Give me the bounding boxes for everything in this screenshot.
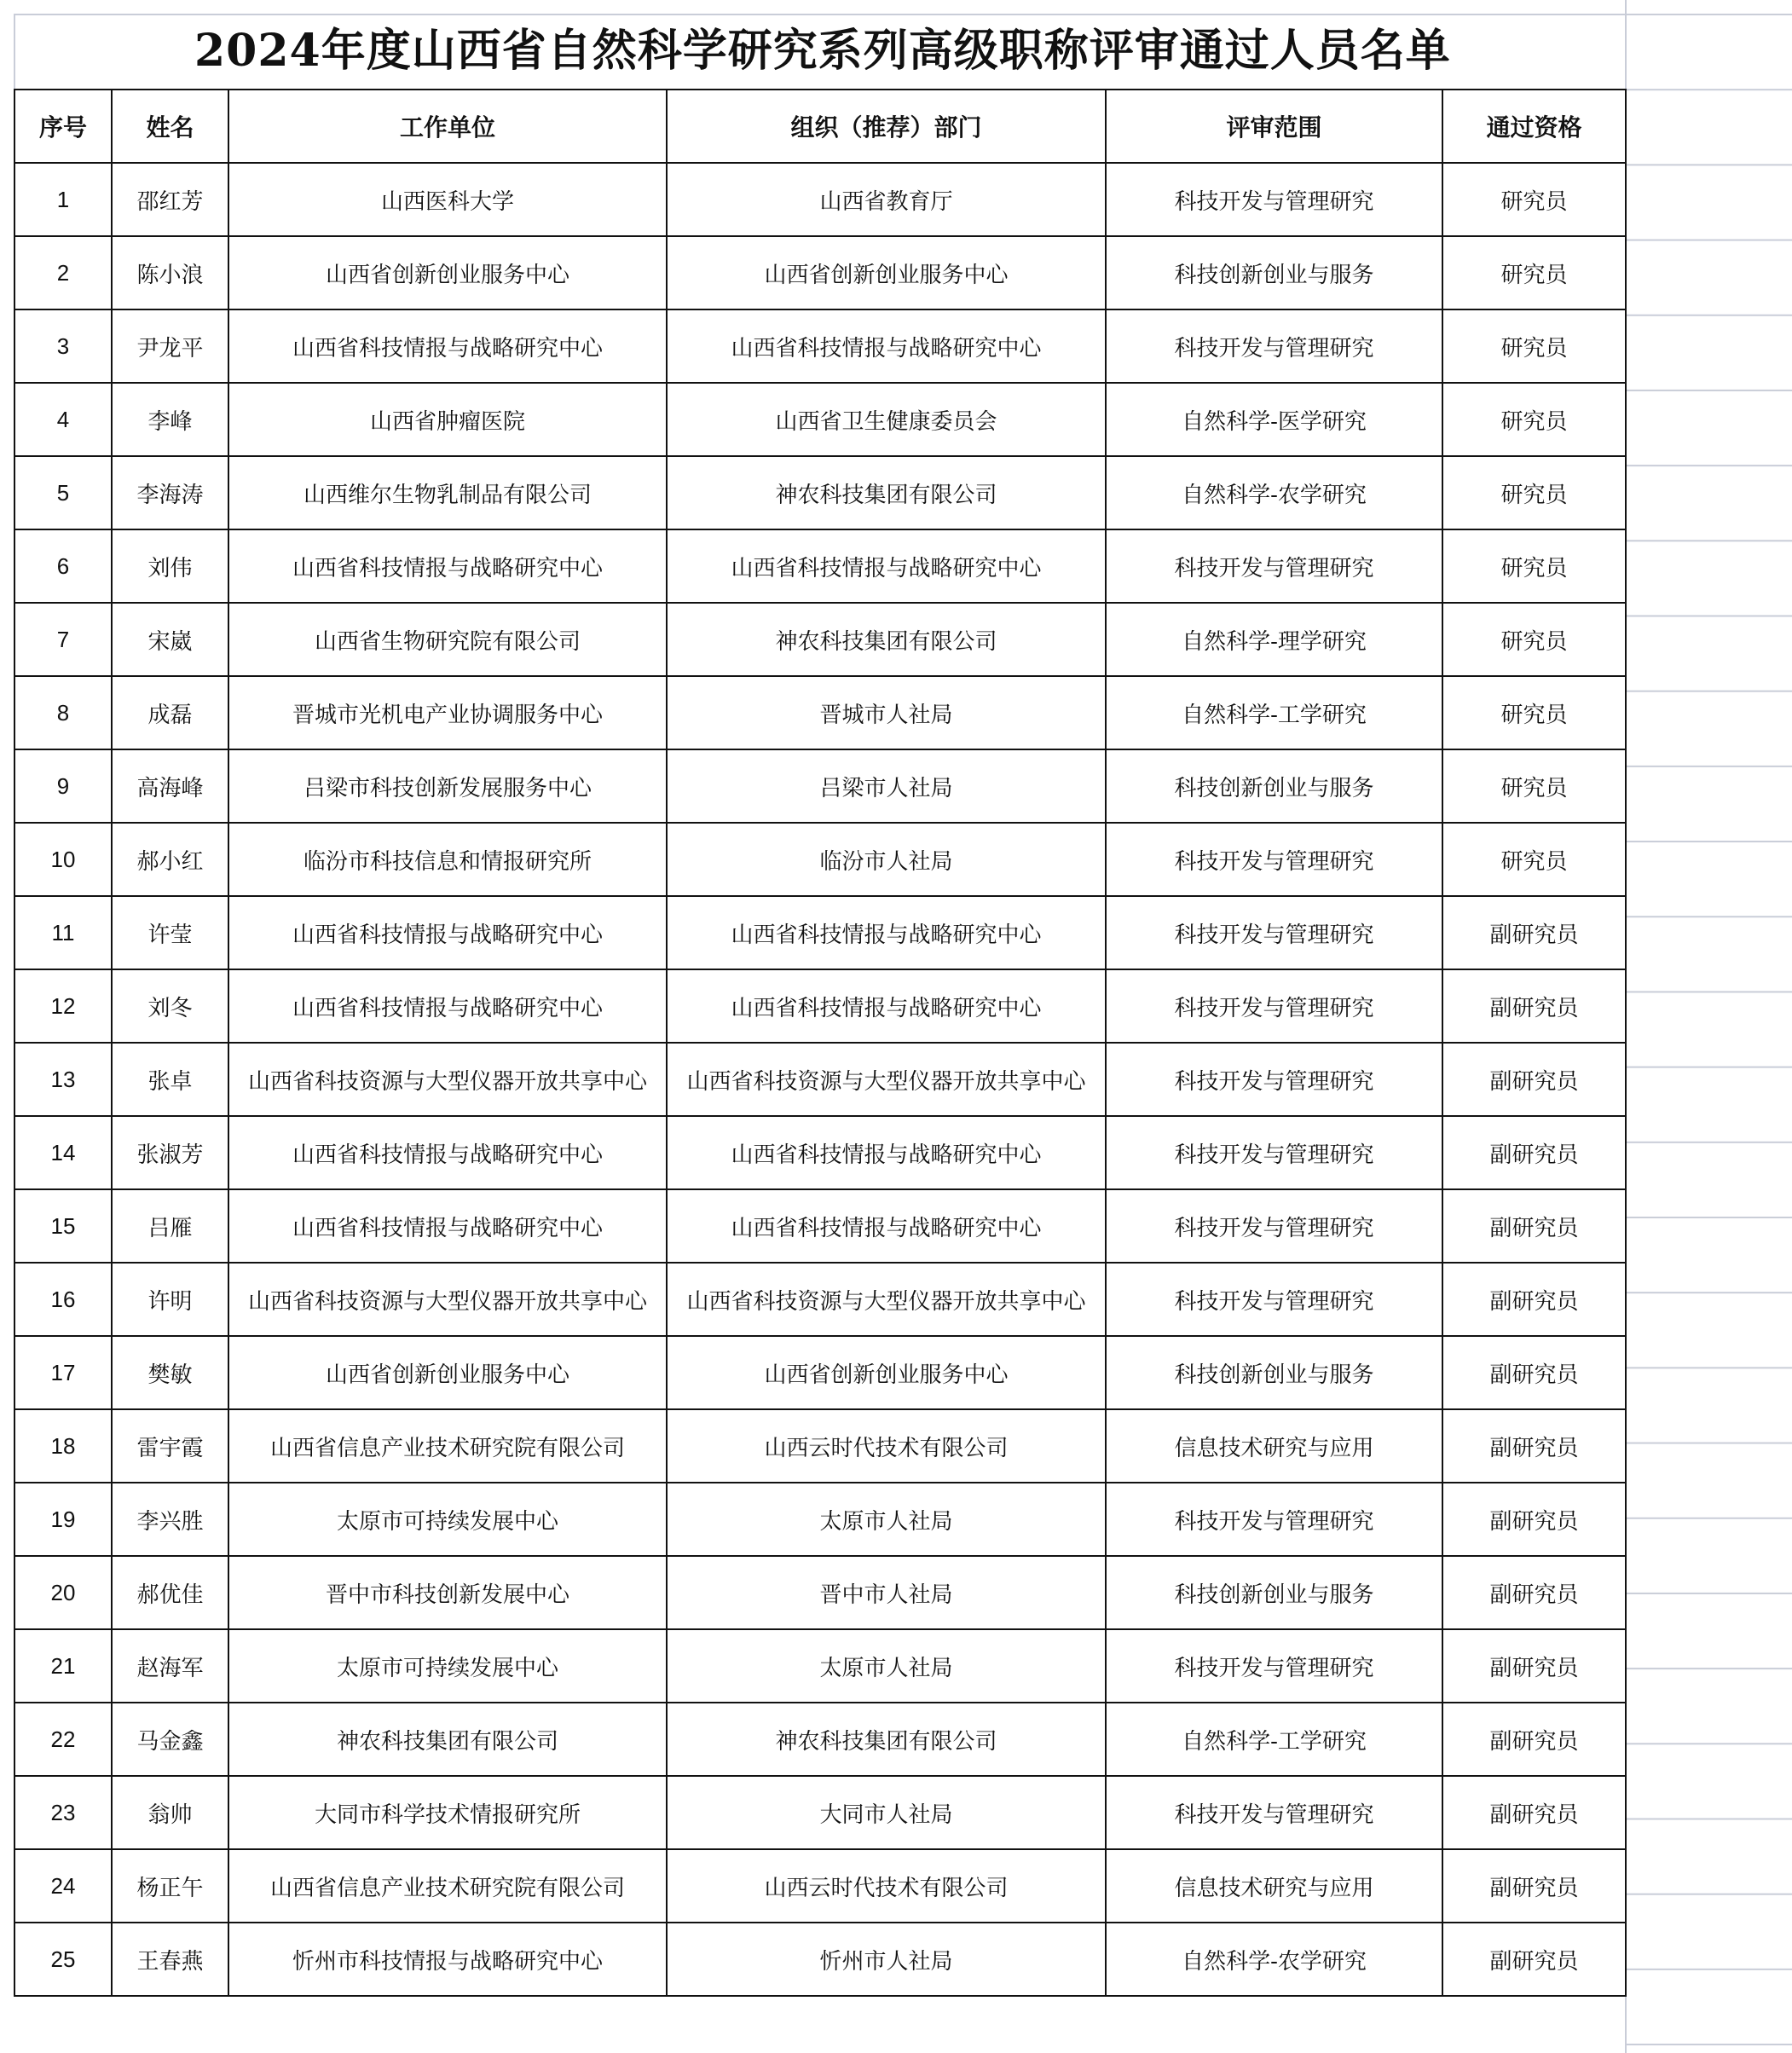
cell-name: 杨正午 (112, 1849, 228, 1923)
table-row (14, 823, 1626, 896)
cell-review-scope: 科技创新创业与服务 (1106, 236, 1442, 309)
table-row (14, 1043, 1626, 1116)
cell-review-scope: 科技开发与管理研究 (1106, 1043, 1442, 1116)
cell-name: 郝小红 (112, 823, 228, 896)
cell-name: 李海涛 (112, 456, 228, 529)
table-row (14, 1336, 1626, 1409)
cell-recommending-dept: 山西省科技资源与大型仪器开放共享中心 (667, 1043, 1106, 1116)
cell-review-scope: 信息技术研究与应用 (1106, 1849, 1442, 1923)
cell-qualification: 副研究员 (1442, 1923, 1626, 1996)
cell-review-scope: 自然科学-工学研究 (1106, 1703, 1442, 1776)
cell-name: 郝优佳 (112, 1556, 228, 1629)
cell-recommending-dept: 神农科技集团有限公司 (667, 1703, 1106, 1776)
results-table (14, 89, 1627, 1997)
cell-recommending-dept: 山西省科技资源与大型仪器开放共享中心 (667, 1263, 1106, 1336)
cell-qualification: 研究员 (1442, 823, 1626, 896)
cell-qualification: 副研究员 (1442, 1043, 1626, 1116)
cell-work-unit: 山西省肿瘤医院 (228, 383, 667, 456)
cell-index: 20 (14, 1556, 112, 1629)
cell-work-unit: 山西省科技情报与战略研究中心 (228, 1116, 667, 1189)
header-qualification: 通过资格 (1442, 90, 1626, 163)
cell-name: 许明 (112, 1263, 228, 1336)
cell-name: 尹龙平 (112, 309, 228, 383)
cell-recommending-dept: 山西云时代技术有限公司 (667, 1409, 1106, 1483)
cell-work-unit: 吕梁市科技创新发展服务中心 (228, 749, 667, 823)
cell-qualification: 研究员 (1442, 309, 1626, 383)
cell-name: 宋崴 (112, 603, 228, 676)
cell-qualification: 副研究员 (1442, 896, 1626, 969)
cell-index: 3 (14, 309, 112, 383)
title-row (14, 14, 1625, 89)
cell-review-scope: 自然科学-农学研究 (1106, 456, 1442, 529)
cell-name: 翁帅 (112, 1776, 228, 1849)
cell-qualification: 研究员 (1442, 383, 1626, 456)
cell-index: 1 (14, 163, 112, 236)
cell-review-scope: 科技开发与管理研究 (1106, 1483, 1442, 1556)
cell-recommending-dept: 山西省科技情报与战略研究中心 (667, 1116, 1106, 1189)
table-row (14, 1849, 1626, 1923)
cell-review-scope: 自然科学-理学研究 (1106, 603, 1442, 676)
cell-qualification: 副研究员 (1442, 1703, 1626, 1776)
table-row (14, 383, 1626, 456)
cell-work-unit: 山西省创新创业服务中心 (228, 236, 667, 309)
cell-name: 许莹 (112, 896, 228, 969)
table-row (14, 896, 1626, 969)
cell-index: 22 (14, 1703, 112, 1776)
cell-index: 5 (14, 456, 112, 529)
table-row (14, 603, 1626, 676)
cell-qualification: 副研究员 (1442, 1556, 1626, 1629)
table-row (14, 1629, 1626, 1703)
cell-name: 樊敏 (112, 1336, 228, 1409)
cell-work-unit: 临汾市科技信息和情报研究所 (228, 823, 667, 896)
cell-review-scope: 科技开发与管理研究 (1106, 163, 1442, 236)
cell-recommending-dept: 晋中市人社局 (667, 1556, 1106, 1629)
cell-index: 25 (14, 1923, 112, 1996)
cell-qualification: 副研究员 (1442, 1483, 1626, 1556)
cell-review-scope: 科技开发与管理研究 (1106, 1116, 1442, 1189)
cell-index: 10 (14, 823, 112, 896)
cell-index: 8 (14, 676, 112, 749)
cell-recommending-dept: 山西省教育厅 (667, 163, 1106, 236)
cell-name: 刘冬 (112, 969, 228, 1043)
cell-work-unit: 山西省创新创业服务中心 (228, 1336, 667, 1409)
table-row (14, 1189, 1626, 1263)
cell-index: 23 (14, 1776, 112, 1849)
header-name: 姓名 (112, 90, 228, 163)
cell-name: 陈小浪 (112, 236, 228, 309)
table-row (14, 1483, 1626, 1556)
table-body (14, 163, 1626, 1996)
cell-qualification: 副研究员 (1442, 1263, 1626, 1336)
cell-index: 2 (14, 236, 112, 309)
cell-recommending-dept: 山西省科技情报与战略研究中心 (667, 309, 1106, 383)
cell-name: 李兴胜 (112, 1483, 228, 1556)
cell-review-scope: 科技创新创业与服务 (1106, 749, 1442, 823)
cell-recommending-dept: 山西省科技情报与战略研究中心 (667, 1189, 1106, 1263)
cell-review-scope: 科技创新创业与服务 (1106, 1556, 1442, 1629)
cell-qualification: 研究员 (1442, 749, 1626, 823)
cell-name: 张卓 (112, 1043, 228, 1116)
cell-name: 马金鑫 (112, 1703, 228, 1776)
cell-index: 15 (14, 1189, 112, 1263)
cell-review-scope: 科技创新创业与服务 (1106, 1336, 1442, 1409)
cell-recommending-dept: 太原市人社局 (667, 1483, 1106, 1556)
cell-work-unit: 山西省科技资源与大型仪器开放共享中心 (228, 1043, 667, 1116)
cell-work-unit: 山西医科大学 (228, 163, 667, 236)
cell-index: 7 (14, 603, 112, 676)
table-row (14, 1556, 1626, 1629)
table-row (14, 1409, 1626, 1483)
table-row (14, 676, 1626, 749)
cell-name: 张淑芳 (112, 1116, 228, 1189)
cell-name: 王春燕 (112, 1923, 228, 1996)
cell-qualification: 副研究员 (1442, 1776, 1626, 1849)
cell-recommending-dept: 临汾市人社局 (667, 823, 1106, 896)
cell-qualification: 研究员 (1442, 603, 1626, 676)
cell-recommending-dept: 神农科技集团有限公司 (667, 456, 1106, 529)
cell-review-scope: 科技开发与管理研究 (1106, 1776, 1442, 1849)
table-row (14, 969, 1626, 1043)
cell-review-scope: 科技开发与管理研究 (1106, 896, 1442, 969)
cell-recommending-dept: 山西省科技情报与战略研究中心 (667, 896, 1106, 969)
cell-index: 19 (14, 1483, 112, 1556)
cell-qualification: 副研究员 (1442, 1849, 1626, 1923)
cell-name: 赵海军 (112, 1629, 228, 1703)
table-row (14, 1703, 1626, 1776)
cell-recommending-dept: 晋城市人社局 (667, 676, 1106, 749)
cell-recommending-dept: 山西云时代技术有限公司 (667, 1849, 1106, 1923)
table-row (14, 236, 1626, 309)
header-index: 序号 (14, 90, 112, 163)
cell-review-scope: 科技开发与管理研究 (1106, 529, 1442, 603)
cell-recommending-dept: 山西省创新创业服务中心 (667, 236, 1106, 309)
cell-index: 9 (14, 749, 112, 823)
cell-qualification: 研究员 (1442, 529, 1626, 603)
cell-work-unit: 晋城市光机电产业协调服务中心 (228, 676, 667, 749)
header-review-scope: 评审范围 (1106, 90, 1442, 163)
cell-name: 成磊 (112, 676, 228, 749)
cell-qualification: 副研究员 (1442, 1336, 1626, 1409)
spreadsheet-gridlines (1625, 0, 1792, 2053)
table-row (14, 529, 1626, 603)
cell-recommending-dept: 太原市人社局 (667, 1629, 1106, 1703)
cell-qualification: 副研究员 (1442, 1629, 1626, 1703)
cell-work-unit: 山西省科技情报与战略研究中心 (228, 969, 667, 1043)
table-row (14, 1263, 1626, 1336)
cell-review-scope: 科技开发与管理研究 (1106, 1263, 1442, 1336)
cell-qualification: 副研究员 (1442, 969, 1626, 1043)
header-row (14, 90, 1626, 163)
cell-work-unit: 山西省信息产业技术研究院有限公司 (228, 1849, 667, 1923)
cell-qualification: 副研究员 (1442, 1189, 1626, 1263)
cell-qualification: 研究员 (1442, 676, 1626, 749)
cell-index: 24 (14, 1849, 112, 1923)
cell-recommending-dept: 忻州市人社局 (667, 1923, 1106, 1996)
cell-review-scope: 自然科学-工学研究 (1106, 676, 1442, 749)
table-row (14, 309, 1626, 383)
table-row (14, 1776, 1626, 1849)
cell-review-scope: 科技开发与管理研究 (1106, 1189, 1442, 1263)
cell-index: 6 (14, 529, 112, 603)
cell-review-scope: 科技开发与管理研究 (1106, 309, 1442, 383)
cell-name: 高海峰 (112, 749, 228, 823)
table-row (14, 749, 1626, 823)
cell-recommending-dept: 大同市人社局 (667, 1776, 1106, 1849)
cell-qualification: 研究员 (1442, 456, 1626, 529)
cell-recommending-dept: 山西省创新创业服务中心 (667, 1336, 1106, 1409)
cell-recommending-dept: 山西省科技情报与战略研究中心 (667, 969, 1106, 1043)
cell-recommending-dept: 吕梁市人社局 (667, 749, 1106, 823)
cell-work-unit: 太原市可持续发展中心 (228, 1629, 667, 1703)
cell-recommending-dept: 山西省卫生健康委员会 (667, 383, 1106, 456)
cell-recommending-dept: 山西省科技情报与战略研究中心 (667, 529, 1106, 603)
cell-review-scope: 科技开发与管理研究 (1106, 969, 1442, 1043)
cell-review-scope: 科技开发与管理研究 (1106, 1629, 1442, 1703)
cell-index: 4 (14, 383, 112, 456)
cell-work-unit: 山西省科技情报与战略研究中心 (228, 1189, 667, 1263)
cell-work-unit: 神农科技集团有限公司 (228, 1703, 667, 1776)
header-work-unit: 工作单位 (228, 90, 667, 163)
header-recommending-dept: 组织（推荐）部门 (667, 90, 1106, 163)
cell-work-unit: 山西省科技情报与战略研究中心 (228, 529, 667, 603)
cell-index: 18 (14, 1409, 112, 1483)
cell-review-scope: 自然科学-医学研究 (1106, 383, 1442, 456)
cell-review-scope: 信息技术研究与应用 (1106, 1409, 1442, 1483)
cell-review-scope: 自然科学-农学研究 (1106, 1923, 1442, 1996)
cell-work-unit: 山西维尔生物乳制品有限公司 (228, 456, 667, 529)
cell-name: 雷宇霞 (112, 1409, 228, 1483)
cell-work-unit: 山西省科技资源与大型仪器开放共享中心 (228, 1263, 667, 1336)
cell-name: 吕雁 (112, 1189, 228, 1263)
cell-index: 17 (14, 1336, 112, 1409)
cell-work-unit: 山西省科技情报与战略研究中心 (228, 309, 667, 383)
table-row (14, 456, 1626, 529)
cell-qualification: 副研究员 (1442, 1409, 1626, 1483)
cell-qualification: 副研究员 (1442, 1116, 1626, 1189)
table-row (14, 1116, 1626, 1189)
cell-name: 邵红芳 (112, 163, 228, 236)
cell-qualification: 研究员 (1442, 236, 1626, 309)
cell-work-unit: 太原市可持续发展中心 (228, 1483, 667, 1556)
cell-work-unit: 山西省生物研究院有限公司 (228, 603, 667, 676)
cell-index: 21 (14, 1629, 112, 1703)
cell-index: 11 (14, 896, 112, 969)
document-title: 2024年度山西省自然科学研究系列高级职称评审通过人员名单 (194, 25, 1451, 77)
table-row (14, 163, 1626, 236)
cell-recommending-dept: 神农科技集团有限公司 (667, 603, 1106, 676)
cell-qualification: 研究员 (1442, 163, 1626, 236)
cell-index: 13 (14, 1043, 112, 1116)
cell-name: 李峰 (112, 383, 228, 456)
cell-review-scope: 科技开发与管理研究 (1106, 823, 1442, 896)
cell-index: 14 (14, 1116, 112, 1189)
cell-name: 刘伟 (112, 529, 228, 603)
cell-work-unit: 山西省信息产业技术研究院有限公司 (228, 1409, 667, 1483)
cell-index: 16 (14, 1263, 112, 1336)
cell-work-unit: 大同市科学技术情报研究所 (228, 1776, 667, 1849)
cell-index: 12 (14, 969, 112, 1043)
cell-work-unit: 晋中市科技创新发展中心 (228, 1556, 667, 1629)
table-row (14, 1923, 1626, 1996)
cell-work-unit: 山西省科技情报与战略研究中心 (228, 896, 667, 969)
cell-work-unit: 忻州市科技情报与战略研究中心 (228, 1923, 667, 1996)
